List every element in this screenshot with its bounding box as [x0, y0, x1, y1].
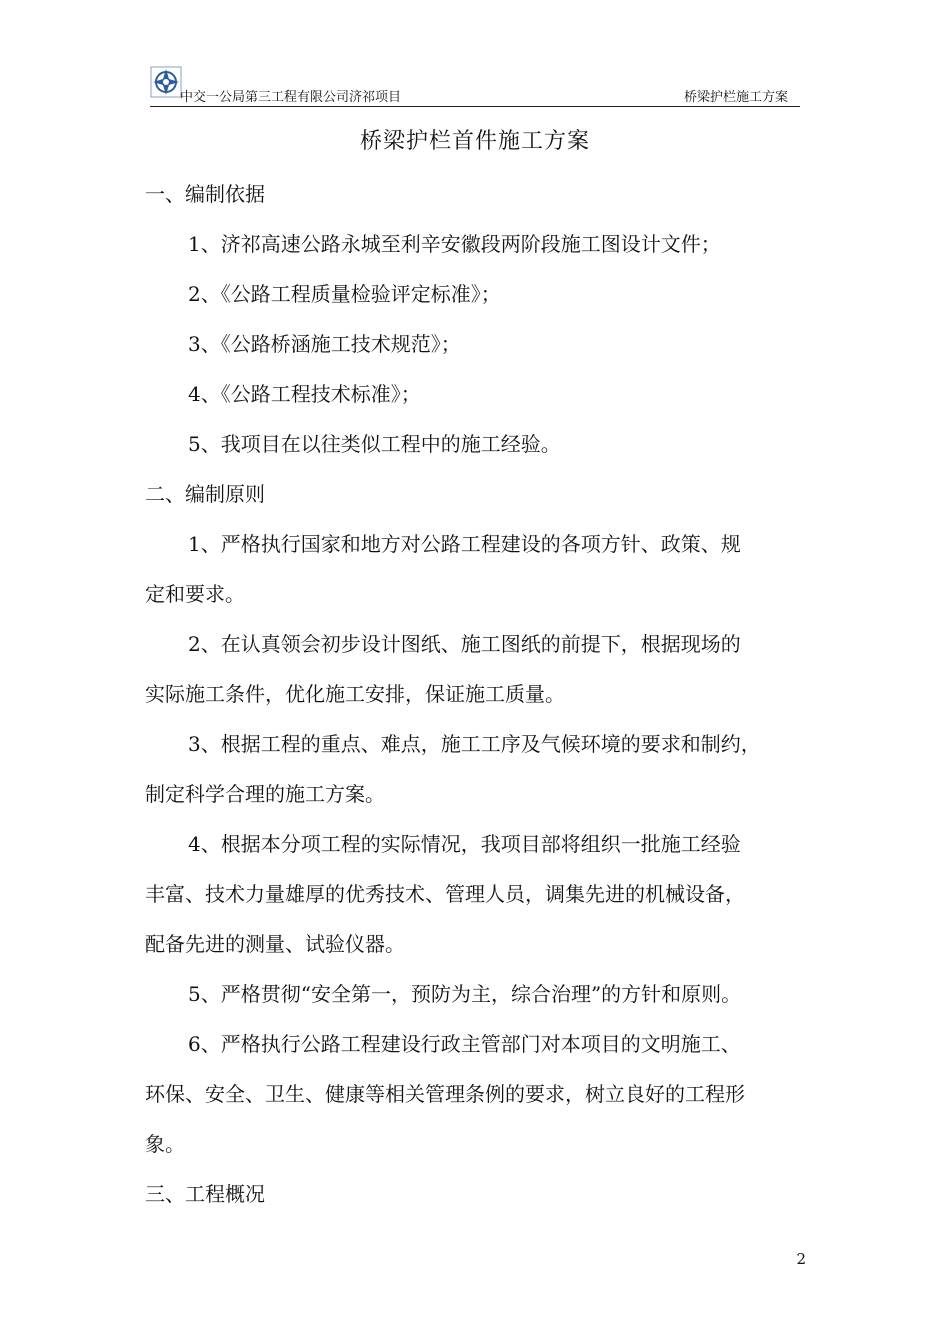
- page-header: [150, 66, 800, 107]
- paragraph-line: 1、济祁高速公路永城至利辛安徽段两阶段施工图设计文件；: [188, 232, 721, 256]
- paragraph-line: 定和要求。: [145, 582, 245, 606]
- paragraph-line: 2、《公路工程质量检验评定标准》；: [188, 282, 501, 306]
- paragraph-line: 1、严格执行国家和地方对公路工程建设的各项方针、政策、规: [188, 532, 741, 556]
- section-heading: 一、编制依据: [145, 182, 265, 206]
- paragraph-line: 4、根据本分项工程的实际情况，我项目部将组织一批施工经验: [188, 832, 741, 856]
- paragraph-line: 5、严格贯彻“安全第一，预防为主，综合治理”的方针和原则。: [188, 982, 742, 1006]
- paragraph-line: 4、《公路工程技术标准》；: [188, 382, 421, 406]
- paragraph-line: 5、我项目在以往类似工程中的施工经验。: [188, 432, 561, 456]
- page-number: 2: [796, 1250, 806, 1268]
- header-doc-title: 桥梁护栏施工方案: [683, 90, 788, 105]
- paragraph-line: 3、根据工程的重点、难点，施工工序及气候环境的要求和制约，: [188, 732, 761, 756]
- paragraph-line: 6、严格执行公路工程建设行政主管部门对本项目的文明施工、: [188, 1032, 741, 1056]
- paragraph-line: 丰富、技术力量雄厚的优秀技术、管理人员，调集先进的机械设备，: [145, 882, 745, 906]
- document-title: 桥梁护栏首件施工方案: [359, 129, 590, 154]
- paragraph-line: 环保、安全、卫生、健康等相关管理条例的要求，树立良好的工程形: [145, 1082, 745, 1106]
- section-heading: 三、工程概况: [145, 1182, 265, 1206]
- paragraph-line: 实际施工条件，优化施工安排，保证施工质量。: [145, 682, 565, 706]
- paragraph-line: 2、在认真领会初步设计图纸、施工图纸的前提下，根据现场的: [188, 632, 741, 656]
- section-heading: 二、编制原则: [145, 482, 265, 506]
- paragraph-line: 配备先进的测量、试验仪器。: [145, 932, 405, 956]
- header-company: 中交一公局第三工程有限公司济祁项目: [180, 90, 402, 105]
- paragraph-line: 象。: [145, 1132, 185, 1156]
- paragraph-line: 制定科学合理的施工方案。: [145, 782, 385, 806]
- paragraph-line: 3、《公路桥涵施工技术规范》；: [188, 332, 461, 356]
- company-logo-icon: [150, 66, 182, 98]
